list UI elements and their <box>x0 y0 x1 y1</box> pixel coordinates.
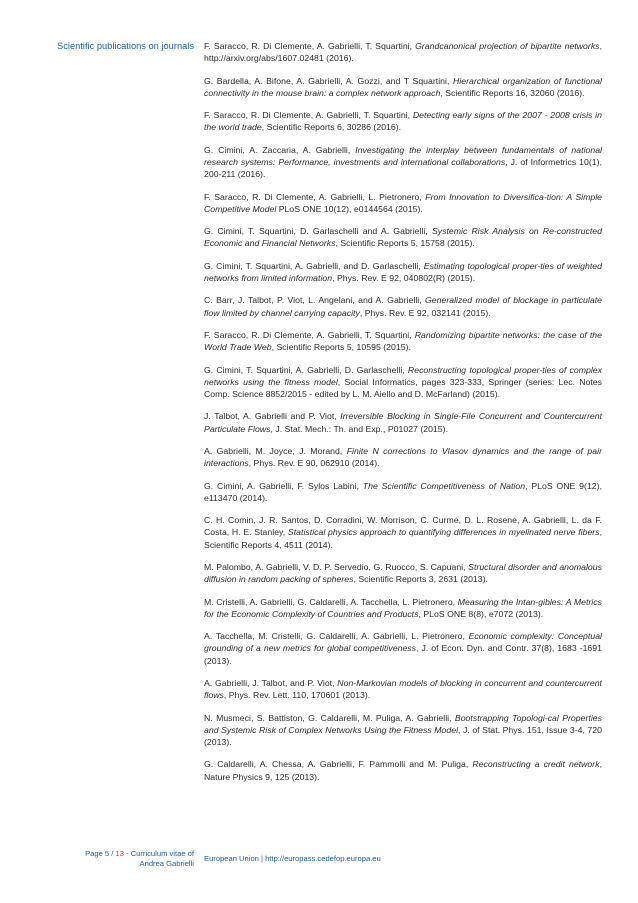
publication-authors: F. Saracco, R. Di Clemente, A. Gabrielli, T. Squartini, <box>204 41 416 51</box>
publication-entry <box>204 677 602 701</box>
publication-authors: G. Caldarelli, A. Chessa, A. Gabrielli, F. Pammolli and M. Puliga, <box>204 759 473 770</box>
publication-source: , Scientific Reports 6, 30286 (2016). <box>261 122 402 133</box>
publication-entry <box>204 294 602 318</box>
publication-entry <box>204 712 602 749</box>
publication-entry <box>204 561 602 585</box>
publication-entry <box>204 445 602 469</box>
publication-title: Irreversible Blocking in Single-File Concurrent and Countercurrent Particulate Flows <box>204 411 602 434</box>
publication-authors: A. Gabrielli, J. Talbot, and P. Viot, <box>204 677 338 688</box>
publication-title: Detecting early signs of the 2007 - 2008 crisis in the world trade <box>204 110 602 133</box>
publication-title: Estimating topological proper-ties of weighted networks from limited information <box>204 260 602 283</box>
publication-title: Randomizing bipartite networks: the case of the World Trade Web <box>204 329 602 353</box>
cv-name: Andrea Gabrielli <box>139 859 194 868</box>
publication-authors: F. Saracco, R. Di Clemente, A. Gabrielli, L. Pietronero, <box>204 191 426 202</box>
publication-authors: N. Musmeci, S. Battiston, G. Caldarelli, M. Puliga, A. Gabrielli, <box>204 712 455 723</box>
publication-entry <box>204 514 602 551</box>
publication-source: , Phys. Rev. E 90, 062910 (2014). <box>248 458 380 469</box>
publication-source: , PLoS ONE 8(8), e7072 (2013). <box>418 608 544 619</box>
publication-authors: C. H. Comin, J. R. Santos, D. Corradini, W. Morrison, C. Curme, D. L. Rosene, A. Gabrielli, L. da F. Costa, H. E. Stanley, <box>204 515 602 538</box>
publication-title: Finite N corrections to Vlasov dynamics and the range of pair interactions <box>204 445 602 469</box>
publication-source: , J. of Econ. Dyn. and Contr. 37(8), 1683 -1691 (2013). <box>204 643 602 666</box>
publication-source: , Phys. Rev. E 92, 040802(R) (2015). <box>332 272 476 283</box>
page-total: 13 <box>115 849 124 858</box>
publication-list <box>204 40 602 793</box>
publication-source: PLoS ONE 10(12), e0144564 (2015). <box>276 203 423 214</box>
publication-title: Structural disorder and anomalous diffusion in random packing of spheres <box>204 561 603 585</box>
publication-title: Hierarchical organization of functional connectivity in the mouse brain: a complex network approach <box>204 75 602 98</box>
publication-source: , Scientific Reports 4, 4511 (2014). <box>204 527 603 550</box>
publication-title: Reconstructing a credit network <box>472 759 600 770</box>
publication-entry <box>204 596 602 620</box>
publication-title: The Scientific Competitiveness of Nation <box>362 480 526 491</box>
publication-title: Bootstrapping Topologi-cal Properties and Systemic Risk of Complex Networks Using the Fitness Model <box>204 712 602 735</box>
publication-title: Systemic Risk Analysis on Re-constructed Economic and Financial Networks <box>204 226 602 249</box>
publication-title: Economic complexity: Conceptual grounding of a new metrics for global competitiveness <box>204 631 602 654</box>
publication-source: , http://arxiv.org/abs/1607.02481 (2016). <box>204 41 602 64</box>
publication-title: Investigating the interplay between fundamentals of national research systems: Performance, investments and international collaborations <box>204 144 602 167</box>
publication-source: , Scientific Reports 16, 32060 (2016). <box>440 87 585 98</box>
publication-entry <box>204 191 602 215</box>
publication-title: Grandcanonical projection of bipartite networks <box>415 41 600 51</box>
publication-authors: G. Cimini, T. Squartini, A. Gabrielli, D. Garlaschelli, <box>204 364 408 375</box>
publication-source: , Phys. Rev. E 92, 032141 (2015). <box>359 307 491 318</box>
publication-authors: G. Cimini, A. Zaccaria, A. Gabrielli, <box>204 144 356 155</box>
publication-entry <box>204 410 602 434</box>
publication-entry <box>204 144 602 181</box>
publication-authors: G. Bardella, A. Bifone, A. Gabrielli, A. Gozzi, and T Squartini, <box>204 75 453 86</box>
publication-title: Measuring the Intan-gibles: A Metrics for the Economic Complexity of Countries and Products <box>204 596 602 619</box>
publication-source: , PLoS ONE 9(12), e113470 (2014). <box>204 480 603 503</box>
publication-authors: A. Gabrielli, M. Joyce, J. Morand, <box>204 445 347 456</box>
publication-entry <box>204 260 602 284</box>
publication-authors: F. Saracco, R. Di Clemente, A. Gabrielli, T. Squartini, <box>204 110 413 121</box>
publication-entry <box>204 225 602 249</box>
publication-source: , J. Stat. Mech.: Th. and Exp., P01027 (2015). <box>270 423 449 434</box>
publication-authors: F. Saracco, R. Di Clemente, A. Gabrielli, T. Squartini, <box>204 329 415 340</box>
publication-source: , Scientific Reports 5, 10595 (2015). <box>271 342 411 353</box>
publication-entry <box>204 758 602 782</box>
publication-title: From Innovation to Diversifica-tion: A Simple Competitive Model <box>204 191 603 214</box>
publication-entry <box>204 364 602 401</box>
publication-authors: C. Barr, J. Talbot, P. Viot, L. Angelani, and A. Gabrielli, <box>204 295 426 306</box>
publication-authors: J. Talbot, A. Gabrielli and P. Viot, <box>204 411 341 422</box>
publication-authors: G. Cimini, T. Squartini, A. Gabrielli, and D. Garlaschelli, <box>204 260 424 271</box>
cv-label: Curriculum vitae of <box>130 849 194 858</box>
publication-source: , J. of Stat. Phys. 151, Issue 3-4, 720 (2013). <box>204 724 602 747</box>
publication-authors: G. Cimini, A. Gabrielli, F. Sylos Labini, <box>204 480 363 491</box>
publication-authors: G. Cimini, T. Squartini, D. Garlaschelli and A. Gabrielli, <box>204 226 432 237</box>
publication-entry <box>204 480 602 504</box>
publication-entry <box>204 630 602 667</box>
publication-source: , Social Informatics, pages 323-333, Springer (series: Lec. Notes Comp. Science 8852/2015 - edited by L. M. Aiello and D. McFarland) (2015). <box>204 376 602 399</box>
publication-title: Generalized model of blockage in particulate flow limited by channel carrying capacity <box>204 295 602 318</box>
publication-authors: M. Cristelli, A. Gabrielli, G. Caldarelli, A. Tacchella, L. Pietronero, <box>204 596 458 607</box>
publication-entry <box>204 40 602 64</box>
publication-entry <box>204 75 602 99</box>
publication-authors: M. Palombo, A. Gabrielli, V. D. P. Servedio, G. Ruocco, S. Capuani, <box>204 561 469 572</box>
publication-source: , Scientific Reports 3, 2631 (2013). <box>353 574 488 585</box>
publication-title: Reconstructing topological proper-ties of complex networks using the fitness model <box>204 364 602 387</box>
publication-source: , Phys. Rev. Lett. 110, 170601 (2013). <box>223 690 371 701</box>
publication-title: Statistical physics approach to quantifying differences in myelinated nerve fibers <box>287 527 600 538</box>
publication-entry <box>204 109 602 133</box>
page-number: Page 5 / <box>85 849 116 858</box>
footer-separator: - <box>123 849 131 858</box>
publication-entry <box>204 329 602 353</box>
europass-link[interactable]: European Union | http://europass.cedefop.europa.eu <box>204 854 381 863</box>
publication-source: , Scientific Reports 5, 15758 (2015). <box>335 238 475 249</box>
publication-authors: A. Tacchella, M. Cristelli, G. Caldarelli, A. Gabrielli, L. Pietronero, <box>204 631 469 642</box>
footer-page-info <box>60 849 194 869</box>
publication-source: , J. of Informetrics 10(1), 200-211 (2016). <box>204 156 602 180</box>
publication-source: , Nature Physics 9, 125 (2013). <box>204 759 602 782</box>
publication-title: Non-Markovian models of blocking in concurrent and countercurrent flows <box>204 677 602 701</box>
section-title: Scientific publications on journals <box>57 41 194 51</box>
